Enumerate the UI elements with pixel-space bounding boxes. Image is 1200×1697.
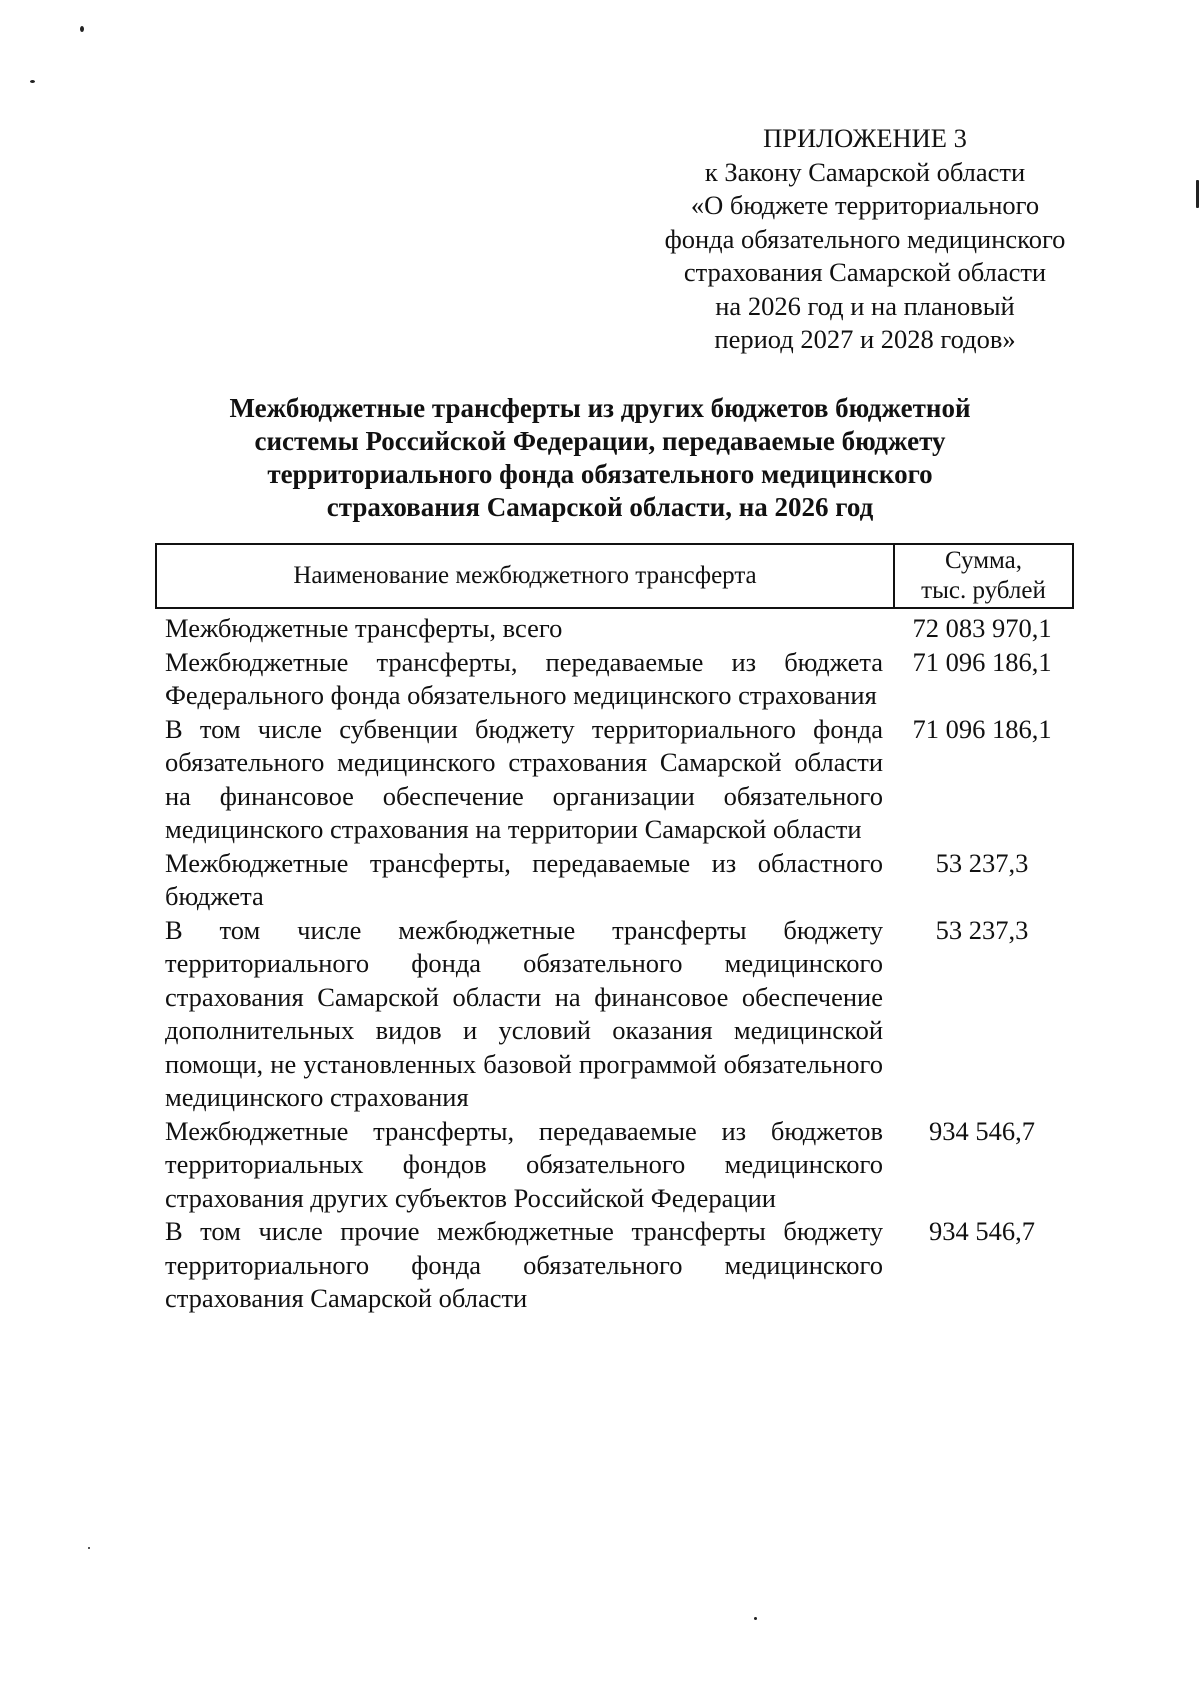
row-name: В том числе межбюджетные трансферты бюджету территориального фонда обязательного медицинского страхования Самарской области на финансовое обеспечение дополнительных видов и условий оказания медицинской помощи, не установленных базовой программой обязательного медицинского страхования [165, 914, 883, 1112]
scan-speck [30, 80, 35, 83]
header-amount-line: Сумма, [944, 547, 1023, 574]
row-amount: 71 096 186,1 [912, 713, 1052, 744]
scan-speck [754, 1617, 757, 1620]
document-title [150, 392, 1050, 524]
row-name: Межбюджетные трансферты, всего [165, 613, 563, 643]
table-row [165, 713, 1065, 847]
scan-speck [80, 26, 84, 32]
title-line: Межбюджетные трансферты из других бюджетов бюджетной [229, 393, 971, 423]
appendix-line: ПРИЛОЖЕНИЕ 3 [763, 123, 967, 153]
table-row [165, 1215, 1065, 1316]
row-amount: 71 096 186,1 [912, 646, 1052, 677]
row-amount: 53 237,3 [935, 914, 1029, 945]
row-amount: 934 546,7 [929, 1216, 1035, 1246]
row-name: В том числе прочие межбюджетные трансферты бюджету территориального фонда обязательного медицинского страхования Самарской области [165, 1216, 883, 1313]
table-row [165, 847, 1065, 914]
appendix-header [615, 122, 1115, 357]
table-row [165, 646, 1065, 713]
row-name: Межбюджетные трансферты, передаваемые из областного бюджета [165, 847, 883, 911]
row-amount: 72 083 970,1 [912, 613, 1052, 643]
table-row [165, 612, 1065, 646]
row-name: Межбюджетные трансферты, передаваемые из бюджетов территориальных фондов обязательного медицинского страхования других субъектов Российской Федерации [165, 1115, 883, 1213]
appendix-line: к Закону Самарской области [704, 156, 1026, 187]
row-amount: 934 546,7 [929, 1115, 1035, 1146]
appendix-line: на 2026 год и на плановый [715, 290, 1015, 321]
header-name-cell: Наименование межбюджетного трансферта [157, 545, 895, 607]
appendix-line: период 2027 и 2028 годов» [714, 324, 1016, 354]
table-row [165, 914, 1065, 1115]
title-line: системы Российской Федерации, передаваемые бюджету [254, 426, 946, 456]
table-row [165, 1115, 1065, 1216]
appendix-line: страхования Самарской области [683, 257, 1047, 287]
row-name: Межбюджетные трансферты, передаваемые из бюджета Федерального фонда обязательного медицинского страхования [165, 646, 883, 710]
table-body [165, 612, 1065, 1316]
table-header [155, 543, 1074, 609]
scan-speck [88, 1547, 90, 1549]
header-amount-cell [895, 545, 1072, 608]
title-line: страхования Самарской области, на 2026 год [326, 492, 874, 522]
header-amount-line: тыс. рублей [921, 577, 1046, 604]
title-line: территориального фонда обязательного медицинского [267, 459, 933, 489]
scan-speck [1196, 180, 1199, 208]
appendix-line: фонда обязательного медицинского [664, 223, 1066, 254]
row-name: В том числе субвенции бюджету территориального фонда обязательного медицинского страхования Самарской области на финансовое обеспечение организации обязательного медицинского страхования на территории Самарской области [165, 713, 883, 844]
appendix-line: «О бюджете территориального [690, 190, 1040, 220]
row-amount: 53 237,3 [935, 847, 1029, 878]
